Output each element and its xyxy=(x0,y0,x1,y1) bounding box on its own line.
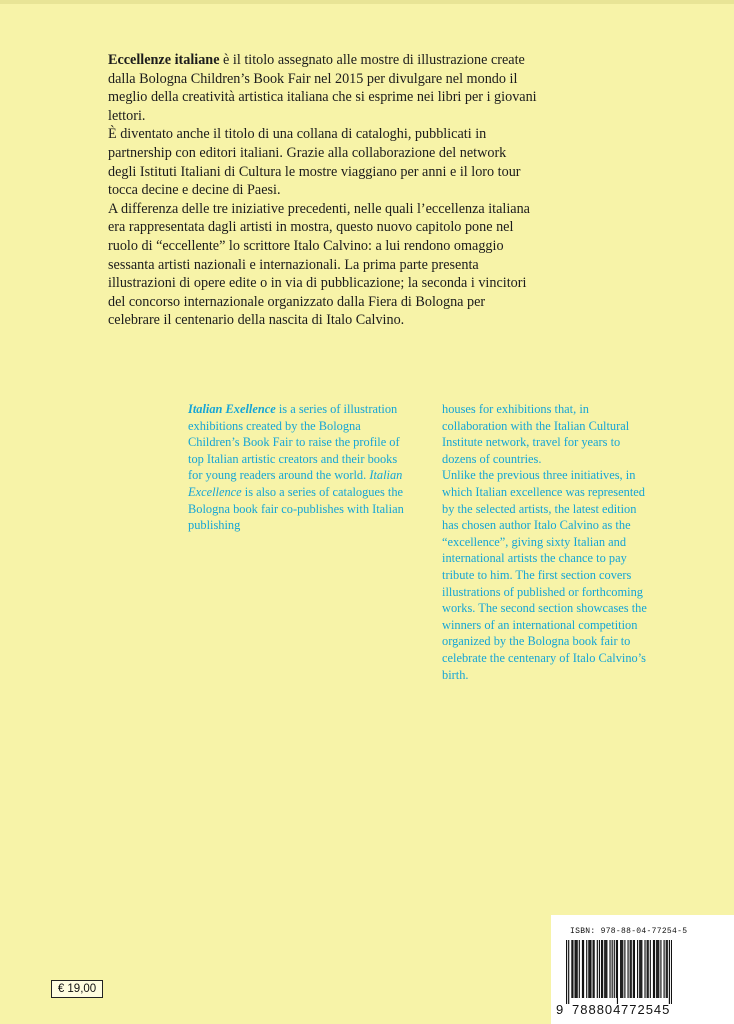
barcode-bar xyxy=(637,940,638,998)
barcode-bar xyxy=(631,940,632,998)
barcode-bar xyxy=(641,940,642,998)
italian-paragraph-3: A differenza delle tre iniziative precedenti, nelle quali l’eccellenza italiana era rappresentata dagli artisti in mostra, questo nuovo capitolo pone nel ruolo di “eccellente” lo scrittore Italo Calvino: a lui rendono omaggio sessanta artisti nazionali e internazionali. La prima parte presenta illustrazioni di opere edite o in via di pubblicazione; la seconda i vincitori del concorso internazionale organizzato dalla Fiera di Bologna per celebrare il centenario della nascita di Italo Calvino. xyxy=(108,200,530,329)
barcode-bar xyxy=(612,940,613,998)
english-paragraph-3: Unlike the previous three initiatives, in which Italian excellence was represented by the selected artists, the latest edition has chosen author Italo Calvino as the “excellence”, giving sixty Italian and international artists the chance to pay tribute to him. The first section covers illustrations of published or forthcoming works. The second section showcases the winners of an international competition organized by the Bologna book fair to celebrate the centenary of Italo Calvino’s birth. xyxy=(442,468,647,682)
barcode-bar xyxy=(620,940,621,998)
barcode-bar xyxy=(602,940,603,998)
barcode-bar xyxy=(650,940,651,998)
english-column-right xyxy=(442,401,654,683)
english-paragraph-2: houses for exhibitions that, in collaboration with the Italian Cultural Institute network, travel for years to dozens of countries. xyxy=(442,402,630,466)
barcode-bar xyxy=(657,940,658,998)
barcode-bar xyxy=(621,940,622,998)
barcode-bar xyxy=(577,940,578,998)
barcode-bar xyxy=(630,940,631,998)
barcode-bar xyxy=(654,940,655,998)
barcode-bar xyxy=(601,940,602,998)
barcode-bar xyxy=(616,940,617,998)
barcode-digits-left: 788804 xyxy=(572,1002,622,1017)
barcode-digits-right: 772545 xyxy=(621,1002,671,1017)
barcode-bar xyxy=(669,940,670,1004)
barcode-bar xyxy=(644,940,645,998)
barcode-bar xyxy=(617,940,618,1004)
english-left-text: is a series of illustration exhibitions created by the Bologna Children’s Book Fair to raise the profile of top Italian artistic creators and their books for young readers around the world. xyxy=(188,402,400,483)
italian-paragraph-1 xyxy=(108,51,538,125)
barcode-bar xyxy=(667,940,668,998)
barcode-bar xyxy=(614,940,615,998)
italian-lead-title: Eccellenze italiane xyxy=(108,52,220,68)
barcode-bar xyxy=(671,940,672,1004)
english-lead-title: Italian Exellence xyxy=(188,402,276,416)
barcode-bar xyxy=(653,940,654,998)
barcode-bar xyxy=(593,940,594,998)
barcode-bar xyxy=(666,940,667,998)
barcode-bar xyxy=(658,940,659,998)
barcode-bar xyxy=(594,940,595,998)
price-tag: € 19,00 xyxy=(51,980,103,998)
italian-description xyxy=(108,51,538,330)
barcode-bar xyxy=(590,940,591,998)
barcode-bar xyxy=(566,940,567,1004)
english-series-title: Italian Excellence xyxy=(188,468,403,499)
barcode-bar xyxy=(633,940,634,998)
barcode-bar xyxy=(576,940,577,998)
barcode-bar xyxy=(597,940,598,998)
barcode-bar xyxy=(609,940,610,998)
barcode-bar xyxy=(582,940,583,998)
barcode-bar xyxy=(589,940,590,998)
barcode-icon xyxy=(566,940,672,1004)
barcode-bar xyxy=(640,940,641,998)
barcode-bar xyxy=(647,940,648,998)
barcode-bar xyxy=(574,940,575,998)
barcode-bar xyxy=(624,940,625,998)
barcode-digit-first: 9 xyxy=(556,1002,565,1017)
barcode-bar xyxy=(664,940,665,998)
barcode-bar xyxy=(586,940,587,998)
barcode-bar xyxy=(648,940,649,998)
isbn-label: ISBN: 978-88-04-77254-5 xyxy=(570,927,688,936)
barcode-bar xyxy=(627,940,628,998)
barcode-bar xyxy=(568,940,569,1004)
barcode-bar xyxy=(639,940,640,998)
english-paragraph-1 xyxy=(188,401,410,534)
barcode-bar xyxy=(634,940,635,998)
barcode-bar xyxy=(604,940,605,998)
english-column-left xyxy=(188,401,410,534)
barcode-bar xyxy=(622,940,623,998)
italian-paragraph-1-text: è il titolo assegnato alle mostre di illustrazione create dalla Bologna Children’s Book Fair nel 2015 per divulgare nel mondo il meglio della creatività artistica italiana che si esprime nei libri per i giovani lettori. xyxy=(108,52,537,124)
barcode-bar xyxy=(656,940,657,998)
italian-paragraph-2: È diventato anche il titolo di una collana di cataloghi, pubblicati in partnership con editori italiani. Grazie alla collaborazione del network degli Istituti Italiani di Cultura le mostre viaggiano per anni e il loro tour tocca decine e decine di Paesi. xyxy=(108,126,521,199)
english-left-end: is also a series of catalogues the Bologna book fair co-publishes with Italian publishing xyxy=(188,484,404,533)
page-top-edge xyxy=(0,0,734,4)
barcode-bar xyxy=(660,940,661,998)
barcode-bar xyxy=(571,940,572,998)
barcode-bar xyxy=(572,940,573,998)
barcode-bar xyxy=(579,940,580,998)
barcode-bar xyxy=(599,940,600,998)
barcode-bar xyxy=(583,940,584,998)
barcode-bar xyxy=(606,940,607,998)
barcode-bar xyxy=(605,940,606,998)
barcode-bar xyxy=(588,940,589,998)
